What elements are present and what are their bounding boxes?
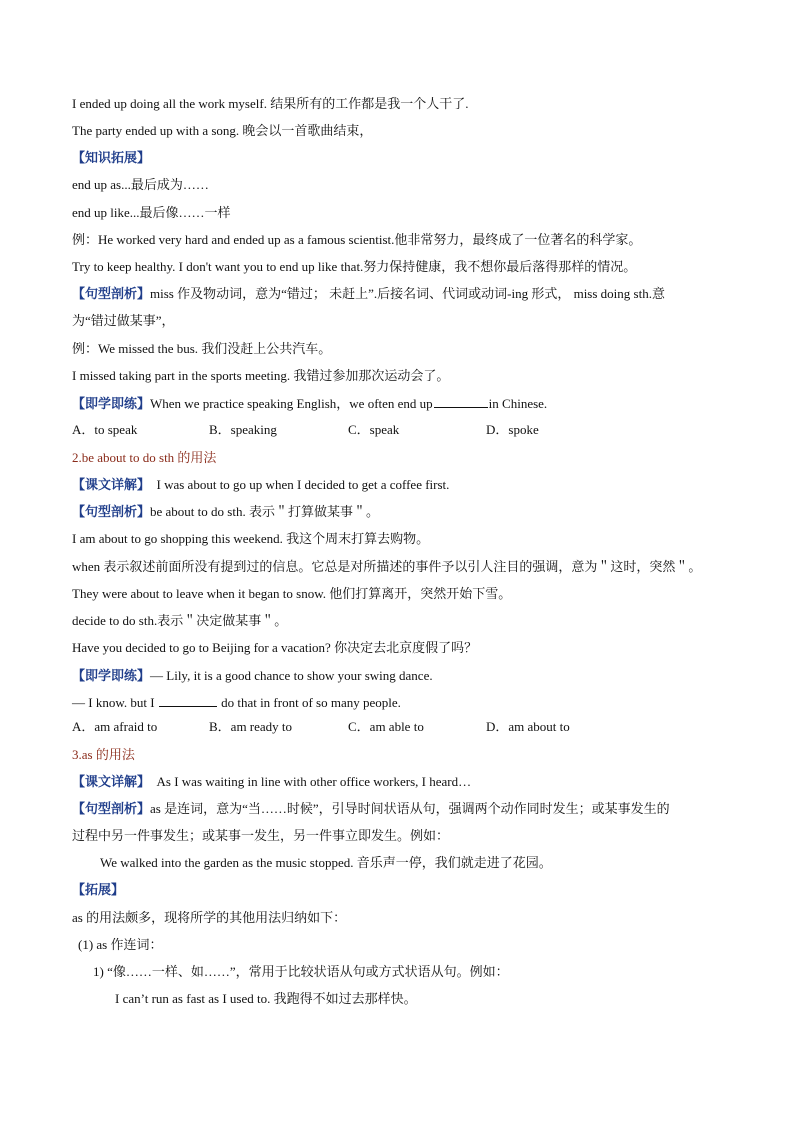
option-d: D．am about to bbox=[486, 719, 570, 734]
text-span: — I know. but I bbox=[72, 695, 155, 710]
text-line: I am about to go shopping this weekend. 我这个周末打算去购物。 bbox=[72, 531, 430, 546]
text-line: Have you decided to go to Beijing for a vacation? 你决定去北京度假了吗？ bbox=[72, 640, 478, 655]
text-line: end up as...最后成为…… bbox=[72, 177, 209, 192]
option-a: A．to speak bbox=[72, 422, 138, 437]
text-detail-line bbox=[72, 476, 449, 494]
text-span: — Lily, it is a good chance to show your swing dance. bbox=[150, 668, 433, 683]
practice-tag: 【即学即练】 bbox=[72, 396, 151, 411]
text-line: end up like...最后像……一样 bbox=[72, 205, 231, 220]
text-line: 例：He worked very hard and ended up as a famous scientist.他非常努力，最终成了一位著名的科学家。 bbox=[72, 232, 642, 247]
answer-blank bbox=[434, 394, 488, 408]
text-span: in Chinese. bbox=[488, 396, 548, 411]
extension-tag: 【拓展】 bbox=[72, 882, 125, 897]
text-line: 为“错过做某事”， bbox=[72, 313, 175, 328]
list-item: 1) “像……一样、如……”，常用于比较状语从句或方式状语从句。例如： bbox=[93, 964, 509, 979]
list-heading: (1) as 作连词： bbox=[78, 937, 163, 952]
knowledge-extension-tag: 【知识拓展】 bbox=[72, 150, 151, 165]
option-b: B．am ready to bbox=[209, 719, 293, 734]
option-b: B．speaking bbox=[209, 422, 277, 437]
dialog-line bbox=[72, 693, 401, 712]
text-span: As I was waiting in line with other office workers, I heard… bbox=[156, 774, 472, 789]
pattern-analysis-line bbox=[72, 285, 665, 303]
pattern-analysis-line bbox=[72, 503, 379, 521]
text-line: 过程中另一件事发生；或某事一发生，另一件事立即发生。例如： bbox=[72, 828, 450, 843]
pattern-tag: 【句型剖析】 bbox=[72, 801, 151, 816]
text-detail-line bbox=[72, 773, 471, 791]
text-line: I ended up doing all the work myself. 结果所有的工作都是我一个人干了. bbox=[72, 96, 469, 111]
text-line: Try to keep healthy. I don't want you to end up like that.努力保持健康，我不想你最后落得那样的情况。 bbox=[72, 259, 637, 274]
text-line: I missed taking part in the sports meeting. 我错过参加那次运动会了。 bbox=[72, 368, 450, 383]
text-span: be about to do sth. 表示＂打算做某事＂。 bbox=[150, 504, 379, 519]
practice-tag: 【即学即练】 bbox=[72, 668, 151, 683]
option-d: D．spoke bbox=[486, 422, 539, 437]
answer-blank bbox=[159, 693, 217, 707]
text-span: miss 作及物动词，意为“错过； 未赶上”.后接名词、代词或动词-ing 形式， miss doing sth.意 bbox=[150, 286, 665, 301]
text-span: do that in front of so many people. bbox=[221, 695, 401, 710]
text-line: when 表示叙述前面所没有提到过的信息。它总是对所描述的事件予以引人注目的强调，意为＂这时，突然＂。 bbox=[72, 559, 702, 574]
text-line: decide to do sth.表示＂决定做某事＂。 bbox=[72, 613, 288, 628]
text-line: 例：We missed the bus. 我们没赶上公共汽车。 bbox=[72, 341, 332, 356]
option-c: C．speak bbox=[348, 422, 400, 437]
practice-line bbox=[72, 394, 547, 413]
example-line: I can’t run as fast as I used to. 我跑得不如过去那样快。 bbox=[115, 991, 417, 1006]
text-detail-tag: 【课文详解】 bbox=[72, 477, 151, 492]
pattern-tag: 【句型剖析】 bbox=[72, 504, 151, 519]
text-span: When we practice speaking English，we often end up bbox=[150, 396, 433, 411]
option-c: C．am able to bbox=[348, 719, 424, 734]
section-heading: 3.as 的用法 bbox=[72, 747, 135, 762]
pattern-tag: 【句型剖析】 bbox=[72, 286, 151, 301]
text-detail-tag: 【课文详解】 bbox=[72, 774, 151, 789]
text-span: I was about to go up when I decided to get a coffee first. bbox=[156, 477, 450, 492]
text-line: The party ended up with a song. 晚会以一首歌曲结束， bbox=[72, 123, 373, 138]
option-a: A．am afraid to bbox=[72, 719, 158, 734]
text-span: as 是连词，意为“当……时候”，引导时间状语从句，强调两个动作同时发生；或某事发生的 bbox=[150, 801, 670, 816]
pattern-analysis-line bbox=[72, 800, 670, 818]
practice-line bbox=[72, 667, 433, 685]
text-line: as 的用法颇多，现将所学的其他用法归纳如下： bbox=[72, 910, 347, 925]
example-line: We walked into the garden as the music stopped. 音乐声一停，我们就走进了花园。 bbox=[100, 855, 552, 870]
text-line: They were about to leave when it began to snow. 他们打算离开，突然开始下雪。 bbox=[72, 586, 512, 601]
section-heading: 2.be about to do sth 的用法 bbox=[72, 450, 217, 465]
